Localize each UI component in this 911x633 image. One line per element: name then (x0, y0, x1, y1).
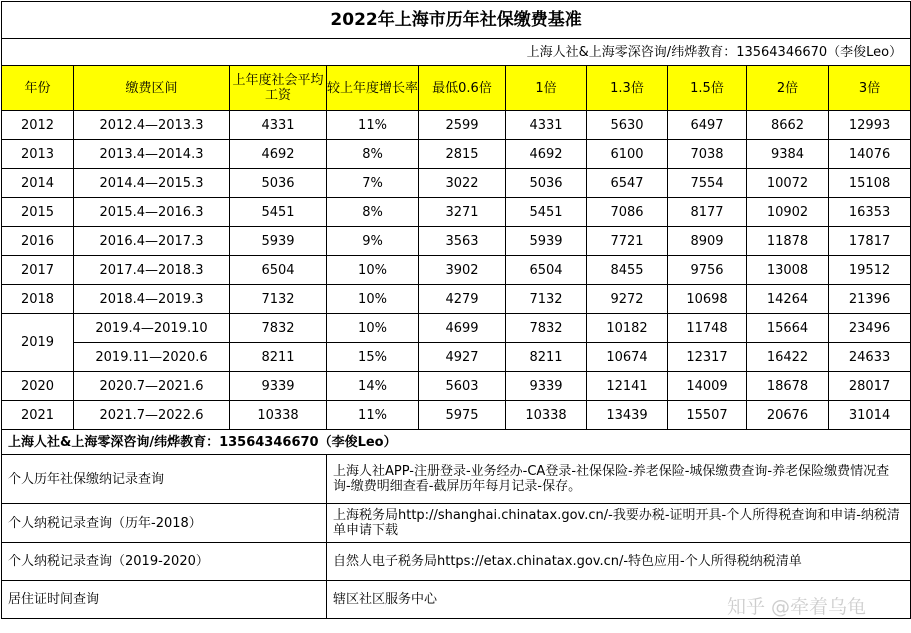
cell-period: 2016.4—2017.3 (74, 227, 230, 256)
cell-x06: 2599 (419, 111, 506, 140)
header-x1: 1倍 (506, 66, 587, 111)
cell-x13: 10182 (587, 314, 668, 343)
cell-avg-wage: 5939 (230, 227, 327, 256)
cell-x13: 9272 (587, 285, 668, 314)
cell-x3: 12993 (829, 111, 911, 140)
spreadsheet (1, 1, 903, 619)
cell-period: 2019.4—2019.10 (74, 314, 230, 343)
cell-period: 2012.4—2013.3 (74, 111, 230, 140)
cell-x06: 3902 (419, 256, 506, 285)
cell-x06: 4279 (419, 285, 506, 314)
cell-avg-wage: 7132 (230, 285, 327, 314)
cell-x3: 16353 (829, 198, 911, 227)
table-row (2, 401, 911, 430)
cell-x15: 6497 (668, 111, 747, 140)
cell-period: 2014.4—2015.3 (74, 169, 230, 198)
cell-x15: 7554 (668, 169, 747, 198)
cell-x3: 17817 (829, 227, 911, 256)
cell-avg-wage: 4331 (230, 111, 327, 140)
cell-x13: 7086 (587, 198, 668, 227)
cell-x2: 9384 (747, 140, 829, 169)
cell-avg-wage: 9339 (230, 372, 327, 401)
cell-x13: 10674 (587, 343, 668, 372)
table-row (2, 256, 911, 285)
cell-x2: 10902 (747, 198, 829, 227)
header-x13: 1.3倍 (587, 66, 668, 111)
cell-period: 2017.4—2018.3 (74, 256, 230, 285)
header-x3: 3倍 (829, 66, 911, 111)
cell-growth: 11% (327, 111, 419, 140)
cell-period: 2021.7—2022.6 (74, 401, 230, 430)
cell-year: 2013 (2, 140, 74, 169)
cell-x06: 2815 (419, 140, 506, 169)
cell-x3: 14076 (829, 140, 911, 169)
cell-x2: 13008 (747, 256, 829, 285)
cell-growth: 10% (327, 285, 419, 314)
cell-x15: 11748 (668, 314, 747, 343)
table-row (2, 227, 911, 256)
cell-year: 2016 (2, 227, 74, 256)
table-row (2, 111, 911, 140)
cell-growth: 8% (327, 140, 419, 169)
cell-x2: 14264 (747, 285, 829, 314)
cell-x15: 7038 (668, 140, 747, 169)
table-row (2, 343, 911, 372)
cell-x13: 5630 (587, 111, 668, 140)
table-row (2, 285, 911, 314)
cell-avg-wage: 4692 (230, 140, 327, 169)
cell-avg-wage: 5451 (230, 198, 327, 227)
cell-x13: 8455 (587, 256, 668, 285)
cell-avg-wage: 8211 (230, 343, 327, 372)
watermark: 知乎 @牵着乌龟 (726, 596, 866, 618)
cell-x3: 28017 (829, 372, 911, 401)
cell-avg-wage: 6504 (230, 256, 327, 285)
cell-x15: 12317 (668, 343, 747, 372)
cell-growth: 15% (327, 343, 419, 372)
info-row (2, 581, 911, 619)
cell-x3: 21396 (829, 285, 911, 314)
cell-x1: 5939 (506, 227, 587, 256)
cell-x3: 15108 (829, 169, 911, 198)
cell-avg-wage: 5036 (230, 169, 327, 198)
credit-line: 上海人社&上海零深咨询/纬烨教育：13564346670（李俊Leo） (2, 39, 911, 66)
cell-growth: 9% (327, 227, 419, 256)
cell-x06: 4699 (419, 314, 506, 343)
cell-x3: 19512 (829, 256, 911, 285)
info-desc: 自然人电子税务局https://etax.chinatax.gov.cn/-特色应用-个人所得税纳税清单 (327, 543, 911, 581)
info-label: 个人纳税记录查询（2019-2020） (2, 543, 327, 581)
cell-x13: 13439 (587, 401, 668, 430)
cell-x2: 15664 (747, 314, 829, 343)
cell-year: 2017 (2, 256, 74, 285)
cell-x3: 23496 (829, 314, 911, 343)
info-label: 个人纳税记录查询（历年-2018） (2, 504, 327, 543)
cell-x1: 7832 (506, 314, 587, 343)
cell-x15: 8177 (668, 198, 747, 227)
info-row (2, 543, 911, 581)
cell-x2: 11878 (747, 227, 829, 256)
cell-x1: 8211 (506, 343, 587, 372)
cell-x13: 7721 (587, 227, 668, 256)
header-growth: 较上年度增长率 (327, 66, 419, 111)
header-x06: 最低0.6倍 (419, 66, 506, 111)
table-title: 2022年上海市历年社保缴费基准 (2, 2, 911, 39)
cell-x1: 9339 (506, 372, 587, 401)
cell-growth: 10% (327, 256, 419, 285)
cell-x2: 18678 (747, 372, 829, 401)
header-avg-wage: 上年度社会平均工资 (230, 66, 327, 111)
info-label: 个人历年社保缴纳记录查询 (2, 455, 327, 504)
cell-x06: 3271 (419, 198, 506, 227)
cell-period: 2020.7—2021.6 (74, 372, 230, 401)
cell-period: 2013.4—2014.3 (74, 140, 230, 169)
cell-year: 2012 (2, 111, 74, 140)
info-desc: 辖区社区服务中心 (327, 581, 911, 619)
cell-x1: 7132 (506, 285, 587, 314)
cell-year: 2019 (2, 314, 74, 372)
header-row (2, 66, 911, 111)
cell-x2: 16422 (747, 343, 829, 372)
info-label: 居住证时间查询 (2, 581, 327, 619)
header-x15: 1.5倍 (668, 66, 747, 111)
cell-x3: 31014 (829, 401, 911, 430)
info-row (2, 455, 911, 504)
cell-x13: 6100 (587, 140, 668, 169)
header-period: 缴费区间 (74, 66, 230, 111)
cell-x13: 6547 (587, 169, 668, 198)
cell-x06: 3563 (419, 227, 506, 256)
cell-growth: 8% (327, 198, 419, 227)
table-row (2, 198, 911, 227)
table-row (2, 169, 911, 198)
header-year: 年份 (2, 66, 74, 111)
cell-growth: 7% (327, 169, 419, 198)
cell-x2: 8662 (747, 111, 829, 140)
cell-x2: 20676 (747, 401, 829, 430)
cell-avg-wage: 10338 (230, 401, 327, 430)
cell-x06: 5603 (419, 372, 506, 401)
info-desc: 上海人社APP-注册登录-业务经办-CA登录-社保保险-养老保险-城保缴费查询-养老保险缴费情况查询-缴费明细查看-截屏历年每月记录-保存。 (327, 455, 911, 504)
cell-x1: 6504 (506, 256, 587, 285)
table-row (2, 314, 911, 343)
cell-x1: 5036 (506, 169, 587, 198)
cell-growth: 14% (327, 372, 419, 401)
cell-x1: 10338 (506, 401, 587, 430)
cell-x1: 4331 (506, 111, 587, 140)
cell-x1: 5451 (506, 198, 587, 227)
cell-x3: 24633 (829, 343, 911, 372)
cell-avg-wage: 7832 (230, 314, 327, 343)
cell-growth: 11% (327, 401, 419, 430)
cell-x13: 12141 (587, 372, 668, 401)
info-row (2, 504, 911, 543)
cell-x1: 4692 (506, 140, 587, 169)
cell-period: 2019.11—2020.6 (74, 343, 230, 372)
cell-x06: 4927 (419, 343, 506, 372)
cell-x06: 3022 (419, 169, 506, 198)
table-row (2, 140, 911, 169)
cell-year: 2014 (2, 169, 74, 198)
social-security-table (1, 1, 911, 619)
cell-period: 2018.4—2019.3 (74, 285, 230, 314)
cell-year: 2018 (2, 285, 74, 314)
info-desc: 上海税务局http://shanghai.chinatax.gov.cn/-我要办税-证明开具-个人所得税查询和申请-纳税清单申请下载 (327, 504, 911, 543)
cell-x15: 9756 (668, 256, 747, 285)
cell-x15: 10698 (668, 285, 747, 314)
cell-year: 2015 (2, 198, 74, 227)
cell-year: 2021 (2, 401, 74, 430)
cell-x06: 5975 (419, 401, 506, 430)
cell-x15: 14009 (668, 372, 747, 401)
cell-year: 2020 (2, 372, 74, 401)
table-row (2, 372, 911, 401)
contact-line: 上海人社&上海零深咨询/纬烨教育：13564346670（李俊Leo） (2, 430, 911, 455)
cell-x15: 8909 (668, 227, 747, 256)
cell-x15: 15507 (668, 401, 747, 430)
cell-x2: 10072 (747, 169, 829, 198)
header-x2: 2倍 (747, 66, 829, 111)
cell-period: 2015.4—2016.3 (74, 198, 230, 227)
cell-growth: 10% (327, 314, 419, 343)
